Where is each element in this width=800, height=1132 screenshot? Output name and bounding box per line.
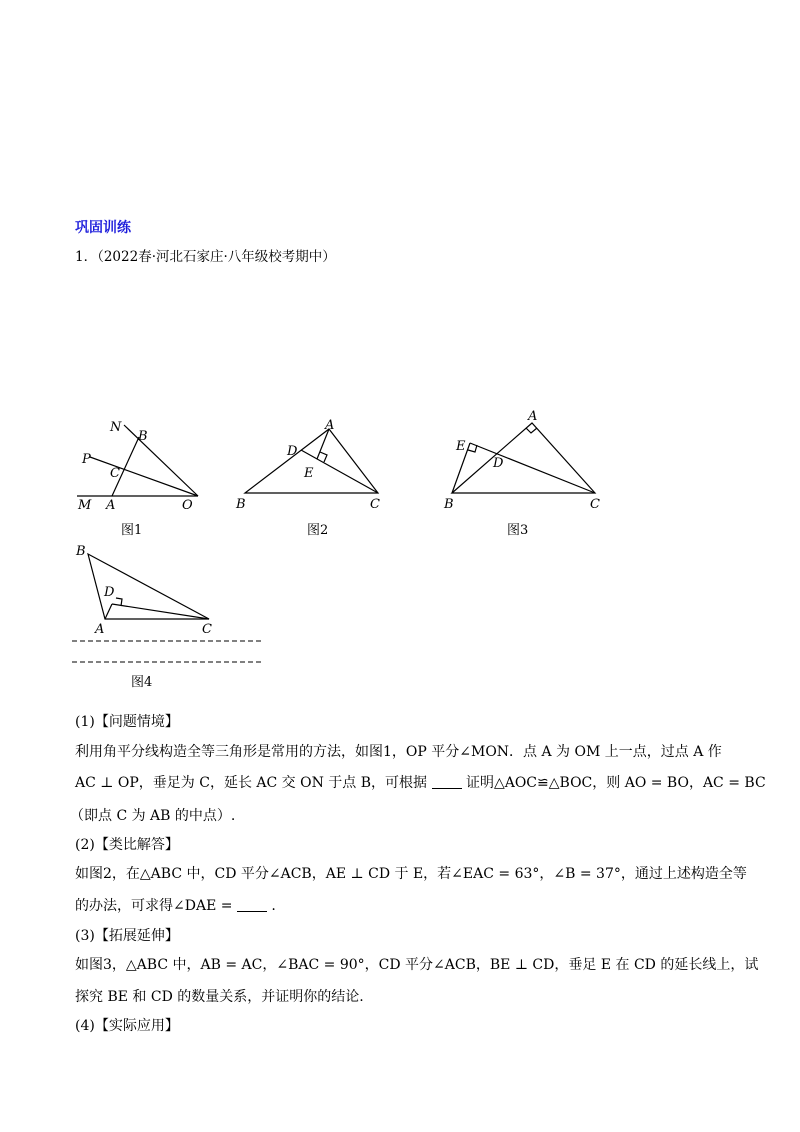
figure-3-caption: 图3 [507,523,529,538]
part1-title: (1)【问题情境】 [75,714,179,730]
label-C: C [590,497,600,512]
part2-line2b: . [271,898,276,914]
line-PO [90,457,198,496]
part2-title: (2)【类比解答】 [75,837,179,853]
section-heading: 巩固训练 [75,220,131,236]
figure-1 [72,415,212,520]
figure-4-caption: 图4 [131,675,153,690]
line-AD [105,604,112,619]
part4-title: (4)【实际应用】 [75,1018,179,1034]
label-D: D [104,585,115,600]
label-E: E [304,466,314,481]
part1-line1: 利用角平分线构造全等三角形是常用的方法，如图1，OP 平分∠MON．点 A 为 OM 上一点，过点 A 作 [75,744,722,760]
label-C: C [202,622,212,637]
label-B: B [76,544,86,559]
triangle-ABC [452,423,595,493]
label-P: P [82,452,91,467]
label-M: M [78,498,92,513]
part2-line2a: 的办法，可求得∠DAE = [75,898,233,914]
part2-line1: 如图2，在△ABC 中，CD 平分∠ACB，AE ⊥ CD 于 E，若∠EAC = 63°，∠B = 37°，通过上述构造全等 [75,866,747,882]
label-D: D [493,456,504,471]
part1-line3: （即点 C 为 AB 的中点）. [70,808,236,824]
right-angle-mark [320,452,327,462]
label-C: C [370,497,380,512]
part2-line2 [75,896,276,916]
right-angle-mark-A [526,428,537,433]
label-A: A [95,622,105,637]
figure-3 [440,405,610,515]
label-B: B [444,497,454,512]
part3-title: (3)【拓展延伸】 [75,928,179,944]
answer-blank-1 [432,774,462,789]
label-N: N [110,420,122,435]
label-A: A [106,498,116,513]
answer-blank-2 [237,897,267,912]
part3-line2: 探究 BE 和 CD 的数量关系，并证明你的结论. [75,989,364,1005]
figure-2 [228,415,388,520]
label-B: B [138,429,148,444]
label-O: O [182,498,193,513]
label-B: B [236,497,246,512]
line-EC [470,443,595,493]
line-NO [124,425,198,496]
label-E: E [456,439,466,454]
figure-4 [68,540,268,670]
label-C: C [110,466,120,481]
part1-line2b: 证明△AOC≌△BOC，则 AO = BO，AC = BC [465,775,766,791]
question-number-source: 1．（2022春·河北石家庄·八年级校考期中） [75,249,336,265]
part1-line2 [75,773,766,793]
figure-1-caption: 图1 [121,523,143,538]
figure-2-caption: 图2 [307,523,329,538]
part3-line1: 如图3，△ABC 中，AB = AC，∠BAC = 90°，CD 平分∠ACB，BE ⊥ CD，垂足 E 在 CD 的延长线上，试 [75,957,759,973]
label-A: A [528,409,538,424]
part1-line2a: AC ⊥ OP，垂足为 C，延长 AC 交 ON 于点 B，可根据 [75,775,428,791]
triangle-ABC [245,429,378,493]
label-A: A [325,418,335,433]
label-D: D [287,444,298,459]
